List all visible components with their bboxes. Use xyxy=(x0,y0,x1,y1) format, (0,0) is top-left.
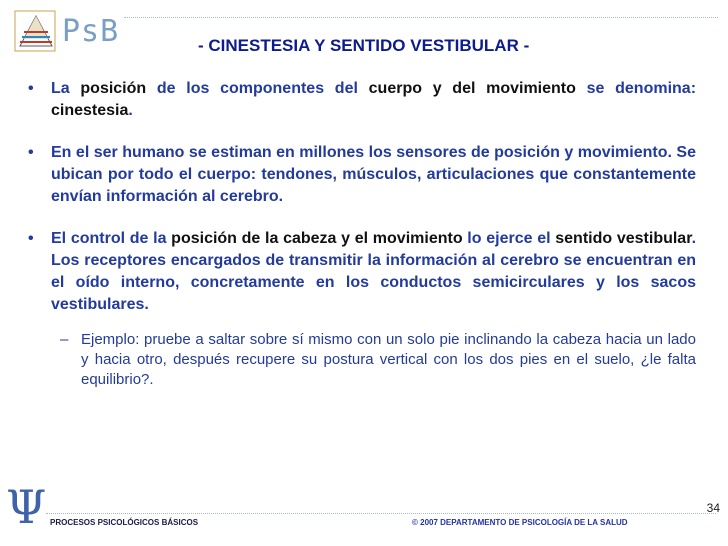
bullet-1-text: La posición de los componentes del cuerpo y del movimiento se denomina: cinestesia. xyxy=(51,80,697,119)
bullet-cinestesia xyxy=(28,78,696,122)
footer-course-name: PROCESOS PSICOLÓGICOS BÁSICOS xyxy=(50,518,199,527)
bullet-dot: • xyxy=(28,80,34,97)
page-number: 34 xyxy=(706,501,720,515)
bullet-3-text: El control de la posición de la cabeza y el movimiento lo ejerce el sentido vestibular. Los receptores encargados de transmitir la información al cerebro se encuentran en el oído interno, concretamente en los conductos semicirculares y los sacos vestibulares. xyxy=(51,230,697,313)
sub-bullet-dash: – xyxy=(60,331,69,348)
bullet-dot: • xyxy=(28,144,34,161)
logo-text: PsB xyxy=(62,14,120,49)
footer-copyright: © 2007 DEPARTAMENTO DE PSICOLOGÍA DE LA SALUD xyxy=(412,518,628,527)
footer-divider xyxy=(46,513,716,514)
sub-bullet-text: Ejemplo: pruebe a saltar sobre sí mismo con un solo pie inclinando la cabeza hacia un lado y hacia otro, después recupere su postura vertical con los dos pies en el suelo, ¿le falta equilibrio?. xyxy=(81,331,696,388)
psb-logo xyxy=(14,10,124,54)
psi-logo-icon: Ψ xyxy=(6,480,47,534)
sub-bullet-ejemplo xyxy=(60,330,696,390)
slide-title: - CINESTESIA Y SENTIDO VESTIBULAR - xyxy=(198,36,530,55)
bullet-vestibular xyxy=(28,228,696,316)
bullet-2-text: En el ser humano se estiman en millones los sensores de posición y movimiento. Se ubican por todo el cuerpo: tendones, músculos, articulaciones que constantemente envían información al cerebro. xyxy=(51,144,696,205)
slide-content xyxy=(28,78,696,390)
header-divider xyxy=(124,17,718,18)
bullet-dot: • xyxy=(28,230,34,247)
bullet-sensores xyxy=(28,142,696,208)
pyramid-logo-icon xyxy=(14,10,60,54)
